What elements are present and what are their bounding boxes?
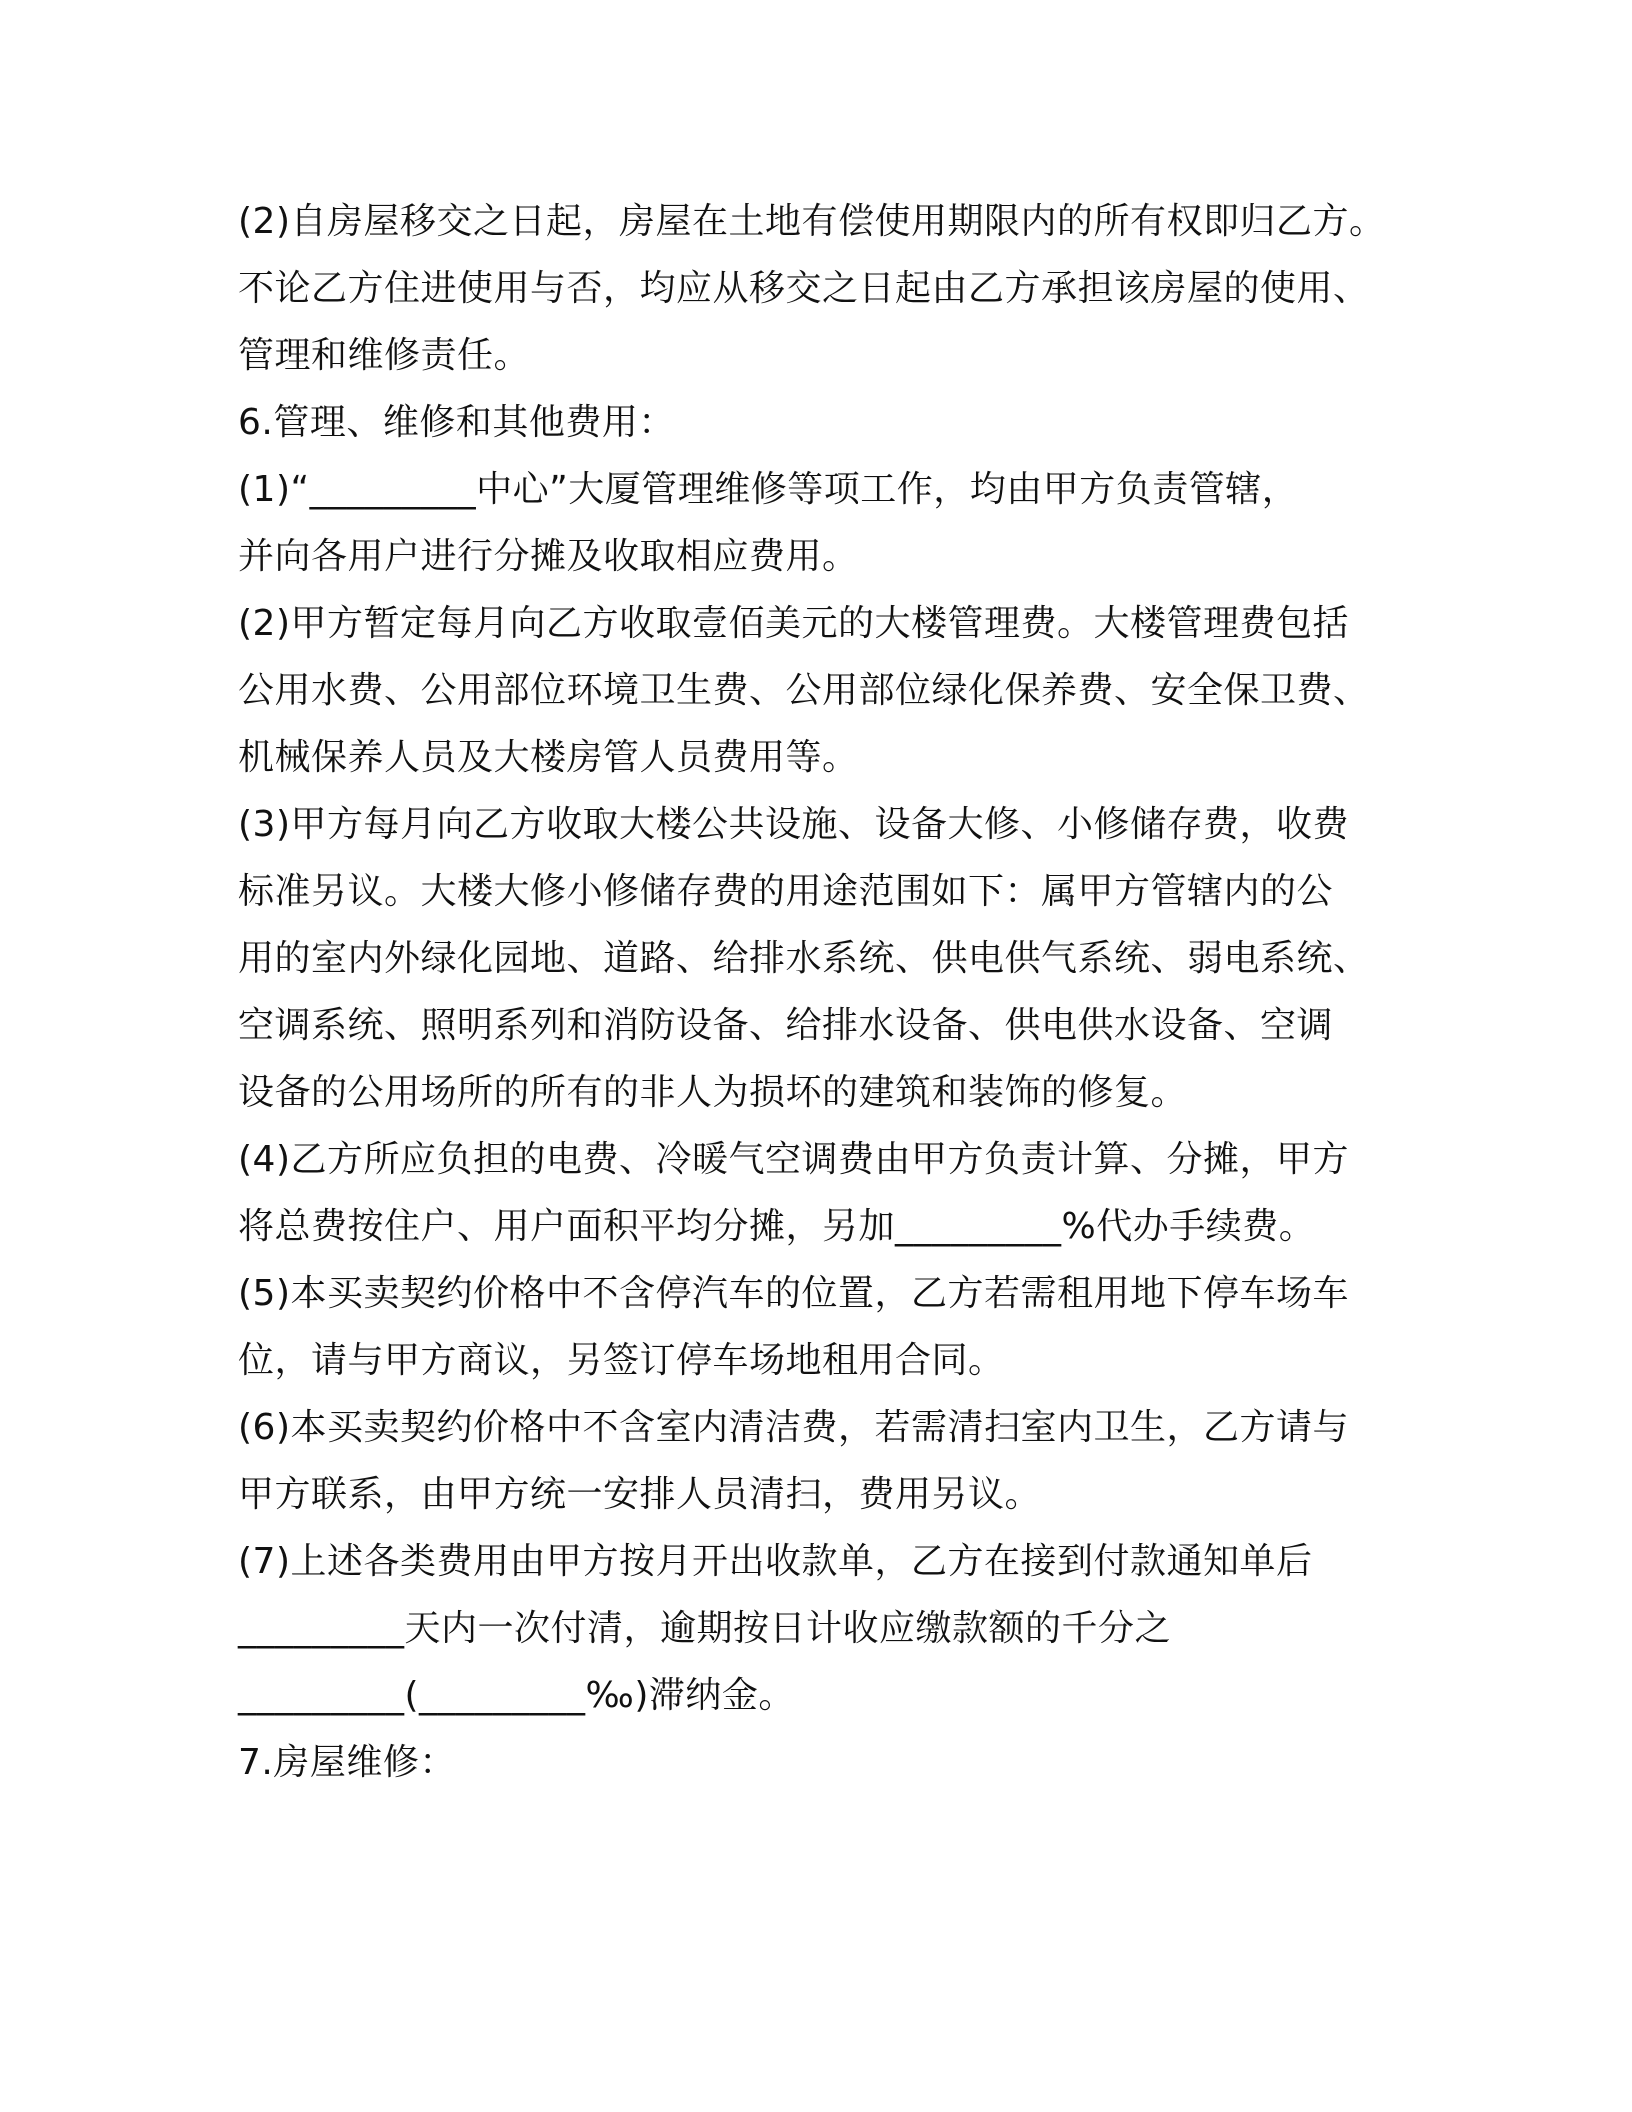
text-line: 空调系统、照明系列和消防设备、给排水设备、供电供水设备、空调 <box>238 1005 1334 1046</box>
text-line: _________(_________‰)滞纳金。 <box>238 1675 795 1716</box>
text-line: (5)本买卖契约价格中不含停汽车的位置，乙方若需租用地下停车场车 <box>238 1273 1349 1314</box>
text-line: 机械保养人员及大楼房管人员费用等。 <box>238 737 859 778</box>
text-line: 将总费按住户、用户面积平均分摊，另加_________%代办手续费。 <box>238 1206 1316 1247</box>
text-line: 设备的公用场所的所有的非人为损坏的建筑和装饰的修复。 <box>238 1072 1188 1113</box>
text-line: 并向各用户进行分摊及收取相应费用。 <box>238 536 859 577</box>
text-line: (4)乙方所应负担的电费、冷暖气空调费由甲方负责计算、分摊，甲方 <box>238 1139 1349 1180</box>
section-heading: 6.管理、维修和其他费用： <box>238 402 675 443</box>
text-line: 甲方联系，由甲方统一安排人员清扫，费用另议。 <box>238 1474 1042 1515</box>
text-line: 管理和维修责任。 <box>238 335 531 376</box>
text-line: 位，请与甲方商议，另签订停车场地租用合同。 <box>238 1340 1005 1381</box>
document-body <box>238 188 1398 1796</box>
text-line: 不论乙方住进使用与否，均应从移交之日起由乙方承担该房屋的使用、 <box>238 268 1370 309</box>
text-line: 公用水费、公用部位环境卫生费、公用部位绿化保养费、安全保卫费、 <box>238 670 1370 711</box>
text-line: (2)甲方暂定每月向乙方收取壹佰美元的大楼管理费。大楼管理费包括 <box>238 603 1349 644</box>
section-heading: 7.房屋维修： <box>238 1742 456 1783</box>
text-line: 标准另议。大楼大修小修储存费的用途范围如下：属甲方管辖内的公 <box>238 871 1334 912</box>
text-line: (2)自房屋移交之日起，房屋在土地有偿使用期限内的所有权即归乙方。 <box>238 201 1386 242</box>
text-line: _________天内一次付清，逾期按日计收应缴款额的千分之 <box>238 1608 1172 1649</box>
text-line: (3)甲方每月向乙方收取大楼公共设施、设备大修、小修储存费，收费 <box>238 804 1349 845</box>
text-line: (7)上述各类费用由甲方按月开出收款单，乙方在接到付款通知单后 <box>238 1541 1313 1582</box>
text-line: (1)“_________中心”大厦管理维修等项工作，均由甲方负责管辖， <box>238 469 1299 510</box>
text-line: 用的室内外绿化园地、道路、给排水系统、供电供气系统、弱电系统、 <box>238 938 1370 979</box>
text-line: (6)本买卖契约价格中不含室内清洁费，若需清扫室内卫生，乙方请与 <box>238 1407 1349 1448</box>
